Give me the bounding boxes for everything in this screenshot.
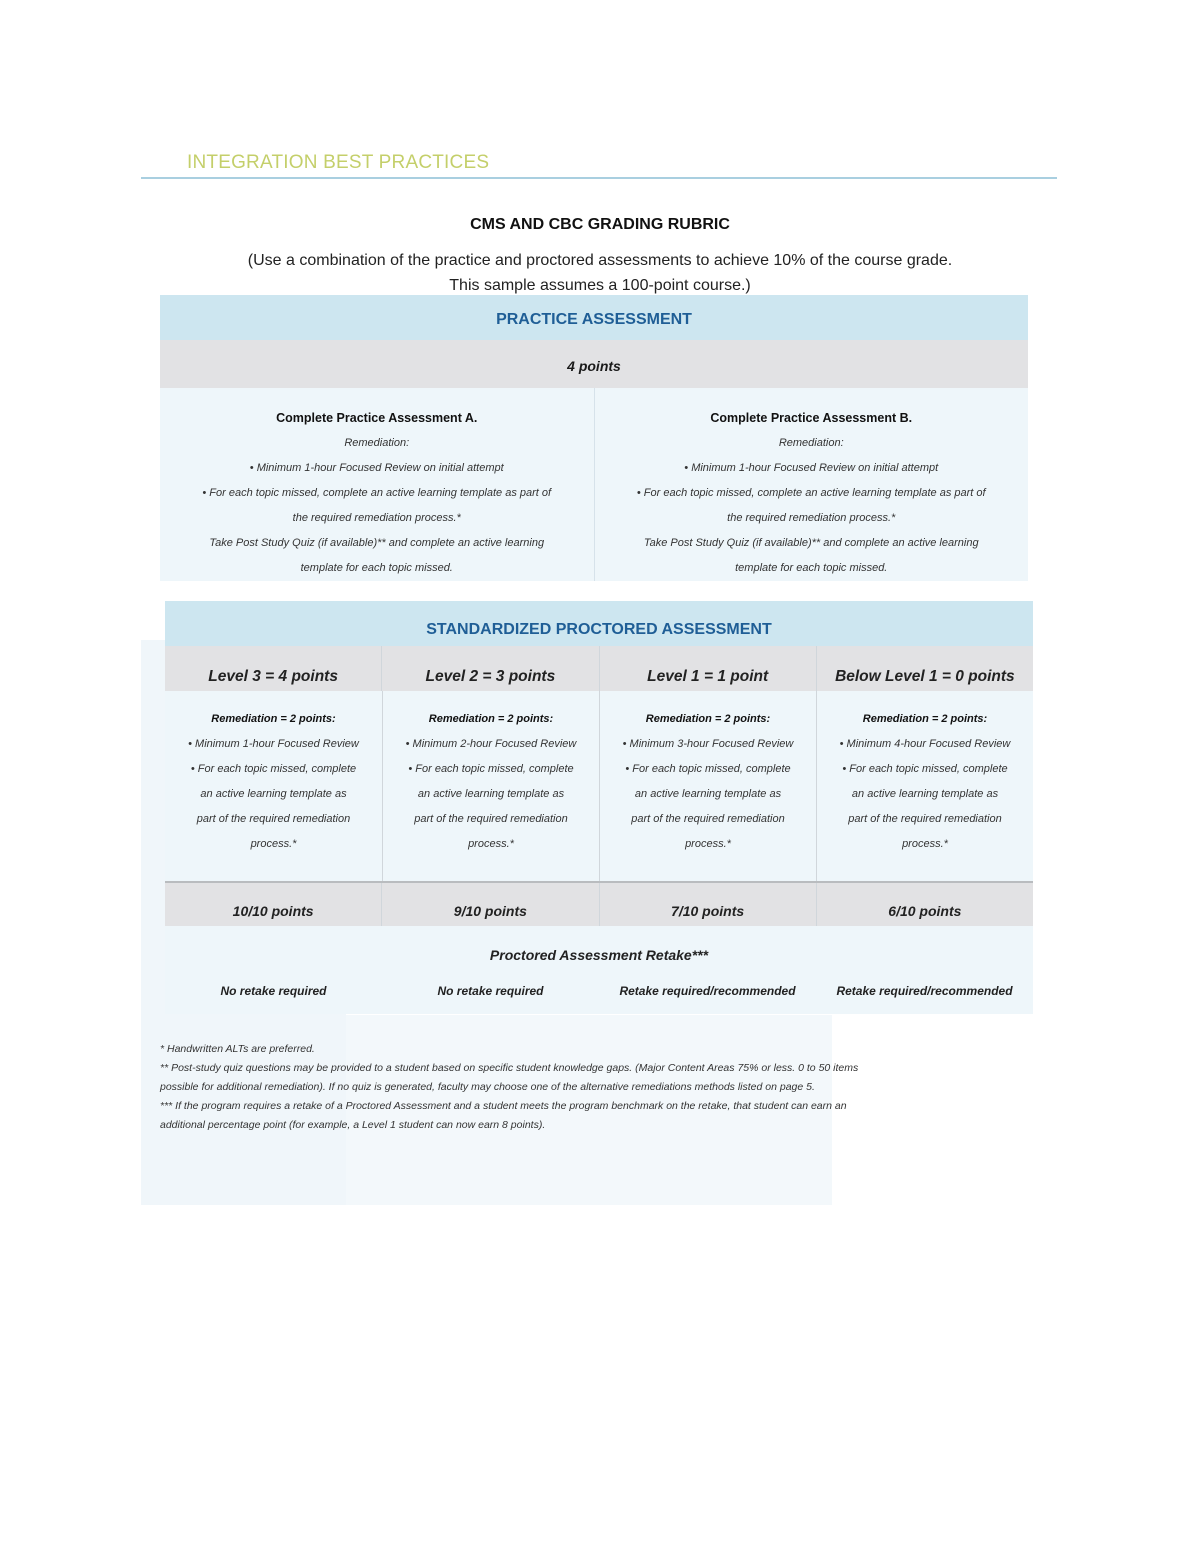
practice-heading: PRACTICE ASSESSMENT: [160, 295, 1028, 340]
remediation-cell: [165, 691, 382, 881]
retake-row: [165, 970, 1033, 1014]
level-label: Level 2 = 3 points: [381, 646, 598, 691]
remediation-text: an active learning template as: [200, 788, 347, 800]
remediation-text: process.*: [902, 838, 948, 850]
footnote: ** Post-study quiz questions may be provided to a student based on specific student knowledge gaps. (Major Content Areas 75% or less. 0 to 50 items: [160, 1062, 859, 1074]
level-label: Level 3 = 4 points: [165, 646, 381, 691]
remediation-review: • Minimum 3-hour Focused Review: [622, 738, 794, 750]
remediation-bullet-cont: the required remediation process.*: [292, 512, 461, 524]
remediation-title: Remediation = 2 points:: [862, 713, 988, 725]
remediation-title: Remediation = 2 points:: [645, 713, 771, 725]
subtitle-line: (Use a combination of the practice and proctored assessments to achieve 10% of the course grade.: [247, 252, 953, 269]
remediation-text: an active learning template as: [851, 788, 999, 800]
practice-column-b: [594, 388, 1029, 581]
practice-column-title: Complete Practice Assessment B.: [710, 411, 913, 425]
quiz-instruction-cont: template for each topic missed.: [300, 562, 453, 574]
remediation-text: process.*: [685, 838, 731, 850]
document-title: CMS AND CBC GRADING RUBRIC: [470, 216, 730, 233]
remediation-row: [165, 691, 1033, 881]
remediation-bullet-cont: the required remediation process.*: [727, 512, 896, 524]
remediation-text: • For each topic missed, complete: [190, 763, 357, 775]
retake-cell: Retake required/recommended: [599, 970, 816, 1014]
section-header: INTEGRATION BEST PRACTICES: [187, 152, 490, 173]
level-row: [165, 646, 1033, 691]
proctored-heading: STANDARDIZED PROCTORED ASSESSMENT: [165, 601, 1033, 646]
footnote-cont: possible for additional remediation). If no quiz is generated, faculty may choose one of the alternative remediations methods listed on page 5.: [160, 1081, 815, 1093]
practice-columns: [160, 388, 1028, 581]
score-cell: 7/10 points: [599, 883, 816, 926]
retake-cell: No retake required: [165, 970, 382, 1014]
remediation-text: process.*: [468, 838, 514, 850]
practice-assessment-table: [160, 295, 1028, 581]
footnotes: [160, 1040, 1020, 1135]
remediation-cell: [382, 691, 599, 881]
quiz-instruction-cont: template for each topic missed.: [735, 562, 888, 574]
remediation-cell: [816, 691, 1033, 881]
retake-cell: No retake required: [382, 970, 599, 1014]
subtitle-line: This sample assumes a 100-point course.): [449, 277, 751, 294]
remediation-bullet: • Minimum 1-hour Focused Review on initial attempt: [249, 462, 504, 474]
retake-heading: Proctored Assessment Retake***: [165, 926, 1033, 970]
remediation-text: • For each topic missed, complete: [842, 763, 1008, 775]
remediation-text: • For each topic missed, complete: [625, 763, 791, 775]
footnote: * Handwritten ALTs are preferred.: [160, 1043, 315, 1055]
quiz-instruction: Take Post Study Quiz (if available)** and complete an active learning: [643, 537, 979, 549]
remediation-text: process.*: [250, 838, 297, 850]
level-label: Level 1 = 1 point: [599, 646, 816, 691]
remediation-text: part of the required remediation: [414, 813, 568, 825]
remediation-text: part of the required remediation: [631, 813, 785, 825]
practice-column-title: Complete Practice Assessment A.: [276, 411, 478, 425]
remediation-text: an active learning template as: [634, 788, 782, 800]
remediation-text: part of the required remediation: [848, 813, 1002, 825]
remediation-label: Remediation:: [778, 437, 844, 449]
header-divider: [141, 177, 1057, 179]
document-subtitle: [0, 248, 1200, 298]
footnote: *** If the program requires a retake of a Proctored Assessment and a student meets the program benchmark on the retake, that student can earn an: [160, 1100, 847, 1112]
remediation-review: • Minimum 1-hour Focused Review: [188, 738, 359, 750]
remediation-cell: [599, 691, 816, 881]
level-label: Below Level 1 = 0 points: [816, 646, 1033, 691]
remediation-review: • Minimum 4-hour Focused Review: [839, 738, 1011, 750]
retake-cell: Retake required/recommended: [816, 970, 1033, 1014]
footnote-cont: additional percentage point (for example, a Level 1 student can now earn 8 points).: [160, 1119, 546, 1131]
quiz-instruction: Take Post Study Quiz (if available)** and complete an active learning: [209, 537, 545, 549]
remediation-text: an active learning template as: [417, 788, 565, 800]
remediation-bullet: • Minimum 1-hour Focused Review on initial attempt: [684, 462, 939, 474]
remediation-label: Remediation:: [344, 437, 410, 449]
remediation-review: • Minimum 2-hour Focused Review: [405, 738, 577, 750]
score-row: [165, 881, 1033, 926]
remediation-bullet: • For each topic missed, complete an active learning template as part of: [202, 487, 552, 499]
remediation-text: • For each topic missed, complete: [408, 763, 574, 775]
score-cell: 9/10 points: [381, 883, 598, 926]
remediation-title: Remediation = 2 points:: [211, 713, 336, 725]
proctored-assessment-table: [165, 601, 1033, 1014]
practice-points: 4 points: [160, 340, 1028, 388]
remediation-title: Remediation = 2 points:: [428, 713, 554, 725]
practice-column-a: [160, 388, 594, 581]
remediation-bullet: • For each topic missed, complete an active learning template as part of: [636, 487, 986, 499]
score-cell: 10/10 points: [165, 883, 381, 926]
score-cell: 6/10 points: [816, 883, 1033, 926]
remediation-text: part of the required remediation: [196, 813, 351, 825]
